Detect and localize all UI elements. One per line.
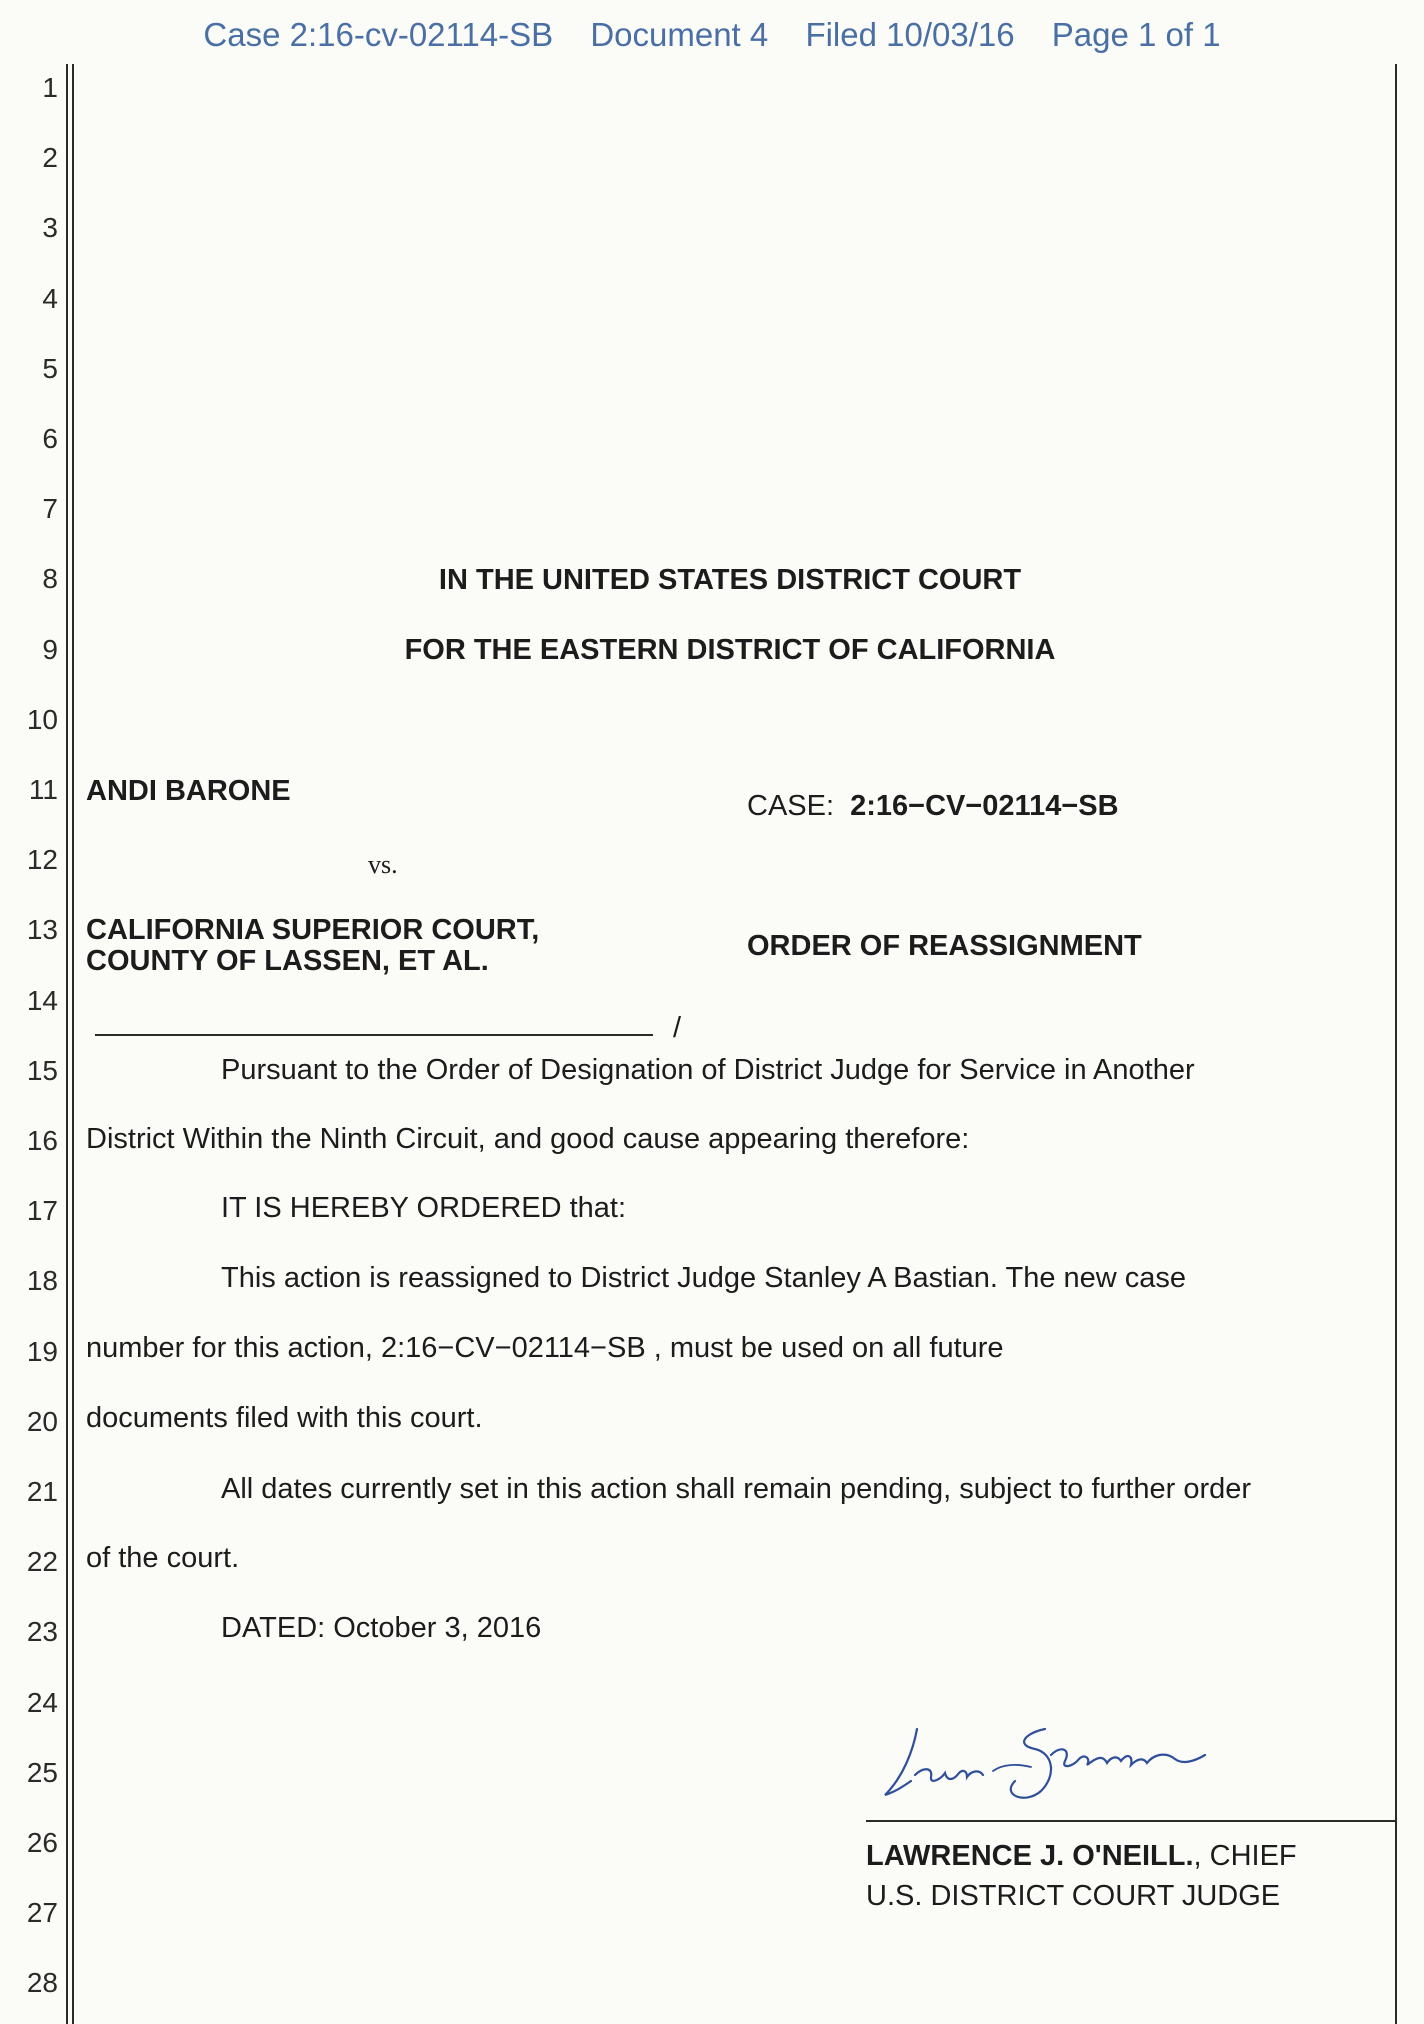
signature-image [875, 1715, 1255, 1805]
left-margin-line-inner [72, 64, 74, 2024]
paragraph-3-line-3: documents filed with this court. [86, 1402, 483, 1434]
judge-title: U.S. DISTRICT COURT JUDGE [866, 1880, 1281, 1912]
header-filed-date: Filed 10/03/16 [805, 16, 1015, 53]
header-page: Page 1 of 1 [1051, 16, 1221, 53]
right-margin-line [1395, 64, 1397, 2024]
line-number-28: 28 [26, 1967, 58, 1999]
judge-signature [875, 1715, 1255, 1805]
line-number-18: 18 [26, 1265, 58, 1297]
line-number-16: 16 [26, 1125, 58, 1156]
signature-rule [866, 1820, 1396, 1822]
header-document: Document 4 [590, 16, 769, 53]
line-number-8: 8 [42, 563, 58, 595]
line-number-14: 14 [26, 984, 58, 1016]
judge-title-suffix: , CHIEF [1193, 1840, 1297, 1872]
defendant-line2: COUNTY OF LASSEN, ET AL. [86, 945, 489, 977]
caption-rule [95, 1034, 653, 1036]
caption-slash: / [673, 1012, 682, 1044]
court-heading-line1: IN THE UNITED STATES DISTRICT COURT [438, 564, 1022, 596]
line-number-21: 21 [26, 1476, 58, 1507]
line-number-4: 4 [42, 282, 58, 314]
paragraph-1-line-1: Pursuant to the Order of Designation of District Judge for Service in Another [221, 1054, 1195, 1086]
line-number-22: 22 [26, 1546, 58, 1578]
line-number-9: 9 [42, 633, 58, 665]
case-number-line [747, 790, 1119, 823]
line-number-11: 11 [28, 774, 58, 805]
paragraph-4-line-1: All dates currently set in this action shall remain pending, subject to further order [221, 1473, 1252, 1505]
line-number-17: 17 [26, 1195, 58, 1227]
case-label: CASE: [747, 790, 835, 822]
paragraph-1-line-2: District Within the Ninth Circuit, and good cause appearing therefore: [86, 1123, 970, 1155]
left-margin-line-outer [66, 64, 68, 2024]
line-number-1: 1 [42, 72, 58, 103]
paragraph-2: IT IS HEREBY ORDERED that: [221, 1192, 627, 1224]
case-number-value: 2:16−CV−02114−SB [850, 790, 1119, 822]
page-header [0, 16, 1424, 54]
line-number-7: 7 [42, 493, 58, 525]
paragraph-4-line-2: of the court. [86, 1542, 240, 1574]
judge-name: LAWRENCE J. O'NEILL. [866, 1840, 1194, 1872]
versus: vs. [368, 850, 398, 879]
defendant-line1: CALIFORNIA SUPERIOR COURT, [86, 914, 540, 946]
line-number-20: 20 [26, 1405, 58, 1437]
line-number-24: 24 [26, 1686, 58, 1718]
line-number-12: 12 [26, 844, 58, 876]
line-number-25: 25 [26, 1756, 58, 1788]
line-number-2: 2 [42, 142, 58, 174]
line-number-3: 3 [42, 212, 58, 244]
dated-line: DATED: October 3, 2016 [221, 1612, 542, 1644]
header-case-number: Case 2:16-cv-02114-SB [203, 16, 554, 53]
line-number-23: 23 [26, 1616, 58, 1648]
paragraph-3-line-2: number for this action, 2:16−CV−02114−SB , must be used on all future [86, 1332, 1004, 1364]
line-number-15: 15 [26, 1054, 58, 1086]
line-number-13: 13 [26, 914, 58, 946]
line-number-19: 19 [26, 1335, 58, 1367]
line-number-6: 6 [42, 423, 58, 454]
order-title: ORDER OF REASSIGNMENT [747, 930, 1142, 962]
line-number-27: 27 [26, 1897, 58, 1929]
line-number-5: 5 [42, 352, 58, 384]
paragraph-3-line-1: This action is reassigned to District Judge Stanley A Bastian. The new case [221, 1262, 1187, 1294]
line-number-10: 10 [26, 703, 58, 735]
court-heading-line2: FOR THE EASTERN DISTRICT OF CALIFORNIA [404, 634, 1056, 666]
line-number-26: 26 [26, 1827, 58, 1858]
judge-name-line [866, 1840, 1297, 1873]
plaintiff-name: ANDI BARONE [86, 775, 291, 807]
